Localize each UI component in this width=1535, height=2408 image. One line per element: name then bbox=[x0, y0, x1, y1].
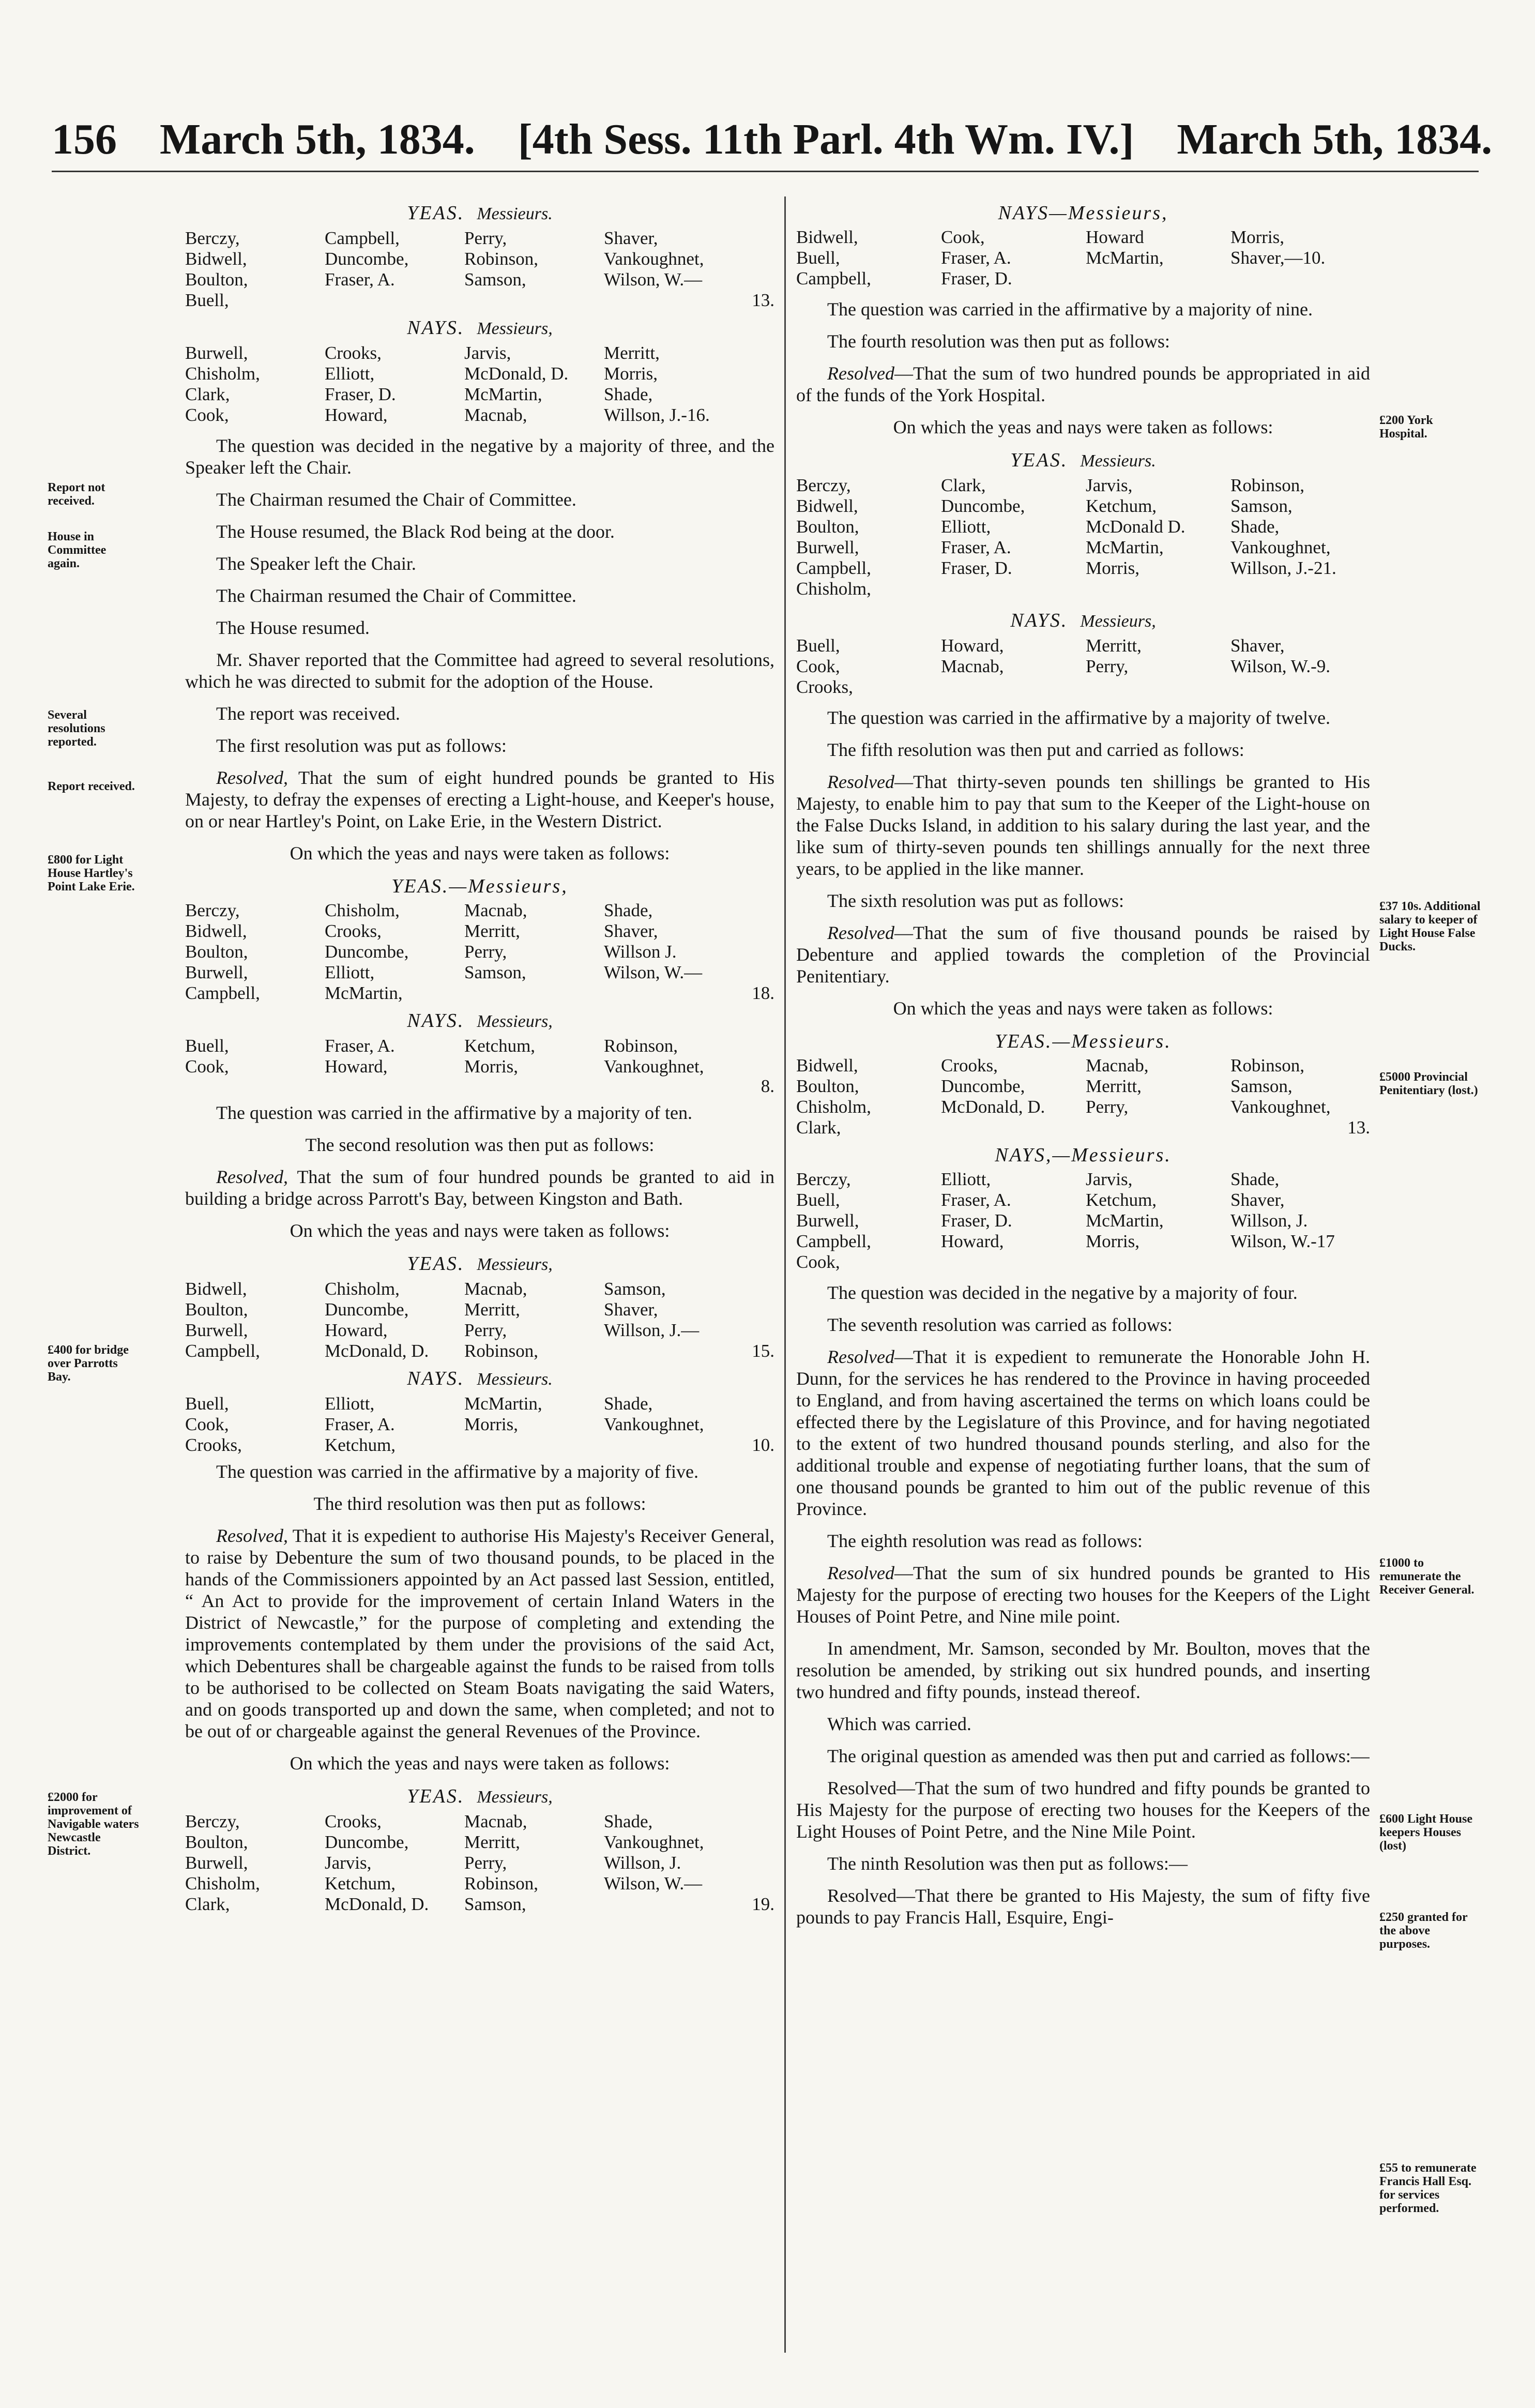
member-name: Morris, bbox=[464, 1056, 519, 1077]
vote-total: 13. bbox=[752, 290, 774, 310]
paragraph: The original question as amended was then put and carried as follows:— bbox=[827, 1746, 1370, 1766]
paragraph: The question was decided in the negative by a majority of four. bbox=[827, 1282, 1298, 1303]
member-name: Robinson, bbox=[464, 1341, 538, 1361]
member-name: Burwell, bbox=[796, 1210, 859, 1231]
name-grid bbox=[796, 1055, 1370, 1138]
paragraph: On which the yeas and nays were taken as follows: bbox=[893, 417, 1273, 437]
member-name: Macnab, bbox=[464, 405, 527, 425]
member-name: Wilson, W.— bbox=[604, 962, 703, 982]
name-grid bbox=[185, 1394, 774, 1456]
name-grid bbox=[796, 635, 1370, 698]
member-name: Robinson, bbox=[1230, 475, 1304, 495]
header-rule bbox=[52, 171, 1479, 172]
member-name: Chisholm, bbox=[185, 1873, 260, 1894]
member-name: Morris, bbox=[464, 1414, 519, 1434]
member-name: Vankoughnet, bbox=[604, 249, 704, 269]
paragraph: The question was decided in the negative by a majority of three, and the Speaker left the Chair. bbox=[185, 435, 774, 478]
member-name: Boulton, bbox=[185, 942, 248, 962]
paragraph: The eighth resolution was read as follows: bbox=[827, 1531, 1143, 1551]
member-name bbox=[941, 677, 1086, 698]
member-name: Cook, bbox=[185, 1056, 229, 1077]
member-name: Morris, bbox=[1230, 227, 1285, 247]
member-name bbox=[1086, 1252, 1230, 1273]
member-name: Boulton, bbox=[796, 1076, 859, 1096]
paragraph: The question was carried in the affirmative by a majority of twelve. bbox=[827, 707, 1331, 728]
paragraph: The question was carried in the affirmative by a majority of ten. bbox=[216, 1102, 693, 1123]
member-name: McMartin, bbox=[464, 384, 542, 404]
member-name: Chisholm, bbox=[325, 1279, 400, 1299]
page-header bbox=[52, 111, 1493, 168]
member-name: Perry, bbox=[464, 1853, 507, 1873]
member-name: Elliott, bbox=[941, 517, 991, 537]
vote-heading: NAYS. Messieurs, bbox=[1010, 610, 1156, 631]
member-name: Clark, bbox=[185, 1894, 230, 1914]
member-name: Fraser, A. bbox=[941, 537, 1011, 557]
member-name: McMartin, bbox=[464, 1394, 542, 1414]
margin-note-granted: £250 granted for the above purposes. bbox=[1379, 1911, 1468, 1951]
member-name: Shaver,—10. bbox=[1230, 248, 1326, 268]
member-name: Howard bbox=[1086, 227, 1144, 247]
name-grid bbox=[185, 1811, 774, 1915]
paragraph: Mr. Shaver reported that the Committee had agreed to several resolutions, which he was directed to submit for the adoption of the House. bbox=[185, 649, 774, 692]
member-name: Duncombe, bbox=[325, 1299, 409, 1320]
member-name: Campbell, bbox=[185, 983, 260, 1003]
member-name: Burwell, bbox=[185, 343, 248, 363]
member-name bbox=[1230, 677, 1370, 698]
name-grid bbox=[796, 1169, 1370, 1273]
member-name: Clark, bbox=[796, 1117, 841, 1138]
paragraph: In amendment, Mr. Samson, seconded by Mr. Boulton, moves that the resolution be amended, by striking out six hundred pounds, and inserting two hundred and fifty pounds, instead thereof. bbox=[796, 1638, 1370, 1702]
member-name: Vankoughnet, bbox=[604, 1414, 704, 1434]
vote-heading: NAYS. Messieurs, bbox=[407, 317, 553, 339]
member-name: Willson, J.-16. bbox=[604, 405, 710, 425]
member-name: Chisholm, bbox=[185, 364, 260, 384]
member-name: Jarvis, bbox=[325, 1853, 372, 1873]
member-name bbox=[464, 290, 604, 311]
member-name: Merritt, bbox=[464, 921, 520, 941]
member-name: Cook, bbox=[796, 1252, 840, 1272]
vote-heading: YEAS. Messieurs, bbox=[407, 1785, 553, 1807]
member-name: Macnab, bbox=[464, 900, 527, 920]
member-name: Crooks, bbox=[941, 1055, 998, 1076]
member-name: Samson, bbox=[464, 269, 526, 290]
member-name: Ketchum, bbox=[1086, 1190, 1157, 1210]
paragraph: The Chairman resumed the Chair of Committee. bbox=[216, 585, 576, 606]
paragraph: On which the yeas and nays were taken as follows: bbox=[290, 1753, 670, 1774]
resolution: Resolved—That the sum of six hundred pounds be granted to His Majesty for the purpose of erecting two houses for the Keepers of the Light Houses of Point Petre, and Nine mile point. bbox=[796, 1563, 1370, 1627]
member-name: McDonald, D. bbox=[941, 1097, 1045, 1117]
member-name: Vankoughnet, bbox=[604, 1056, 704, 1077]
paragraph: The third resolution was then put as follows: bbox=[313, 1493, 646, 1514]
margin-note-receiver: £1000 to remunerate the Receiver General. bbox=[1379, 1556, 1475, 1597]
member-name: Buell, bbox=[796, 248, 840, 268]
member-name: McMartin, bbox=[1086, 248, 1164, 268]
member-name bbox=[604, 290, 759, 311]
member-name bbox=[1086, 579, 1230, 599]
member-name: Shade, bbox=[604, 900, 653, 920]
margin-note-light-house: £800 for Light House Hartley's Point Lake Erie. bbox=[48, 853, 135, 893]
member-name bbox=[941, 1117, 1086, 1138]
member-name: Boulton, bbox=[185, 1832, 248, 1852]
member-name bbox=[941, 1252, 1086, 1273]
member-name: Robinson, bbox=[464, 1873, 538, 1894]
member-name: McMartin, bbox=[1086, 537, 1164, 557]
member-name: Merritt, bbox=[464, 1832, 520, 1852]
member-name: Merritt, bbox=[464, 1299, 520, 1320]
member-name: Wilson, W.— bbox=[604, 269, 703, 290]
member-name: Ketchum, bbox=[464, 1036, 536, 1056]
vote-total: 8. bbox=[761, 1076, 774, 1096]
member-name: Crooks, bbox=[796, 677, 853, 697]
member-name: Clark, bbox=[941, 475, 986, 495]
paragraph: The House resumed, the Black Rod being at the door. bbox=[216, 521, 615, 542]
member-name: Howard, bbox=[941, 635, 1004, 656]
member-name: Crooks, bbox=[325, 921, 382, 941]
margin-note-hall: £55 to remunerate Francis Hall Esq. for services performed. bbox=[1379, 2161, 1477, 2215]
member-name: Ketchum, bbox=[325, 1435, 396, 1455]
vote-heading: YEAS. Messieurs. bbox=[407, 202, 553, 224]
member-name: Vankoughnet, bbox=[604, 1832, 704, 1852]
member-name: Samson, bbox=[464, 1894, 526, 1914]
member-name: Willson J. bbox=[604, 942, 677, 962]
member-name: Crooks, bbox=[185, 1435, 242, 1455]
margin-note-navigable: £2000 for improvement of Navigable waters Newcastle District. bbox=[48, 1791, 139, 1858]
name-grid bbox=[185, 1279, 774, 1361]
member-name: Macnab, bbox=[1086, 1055, 1149, 1076]
paragraph: The report was received. bbox=[216, 703, 400, 724]
resolution: Resolved—That the sum of five thousand pounds be raised by Debenture and applied towards the completion of the Provincial Penitentiary. bbox=[796, 922, 1370, 987]
resolution: Resolved—That the sum of two hundred and fifty pounds be granted to His Majesty for the purpose of erecting two houses for the Keepers of the Light Houses of Point Petre, and the Nine Mile Point. bbox=[796, 1778, 1370, 1842]
paragraph: On which the yeas and nays were taken as follows: bbox=[290, 1220, 670, 1241]
resolution: Resolved—That there be granted to His Majesty, the sum of fifty five pounds to pay Francis Hall, Esquire, Engi- bbox=[796, 1885, 1370, 1928]
member-name: Chisholm, bbox=[325, 900, 400, 920]
member-name: Perry, bbox=[1086, 656, 1129, 676]
member-name: Elliott, bbox=[941, 1169, 991, 1189]
member-name: Jarvis, bbox=[464, 343, 511, 363]
member-name: Shaver, bbox=[1230, 635, 1285, 656]
vote-heading: NAYS,—Messieurs. bbox=[995, 1144, 1172, 1166]
member-name: Bidwell, bbox=[185, 921, 247, 941]
left-column bbox=[185, 199, 774, 1920]
header-date-left: March 5th, 1834. bbox=[160, 115, 475, 163]
paragraph: The sixth resolution was put as follows: bbox=[827, 890, 1124, 911]
member-name: Duncombe, bbox=[941, 1076, 1025, 1096]
member-name bbox=[1086, 268, 1230, 289]
member-name: Elliott, bbox=[325, 962, 375, 982]
name-grid bbox=[796, 227, 1370, 289]
member-name bbox=[604, 1341, 759, 1361]
name-grid bbox=[185, 1036, 774, 1077]
member-name: Burwell, bbox=[796, 537, 859, 557]
margin-note-report-not: Report not received. bbox=[48, 481, 105, 508]
member-name: Crooks, bbox=[325, 343, 382, 363]
member-name: Burwell, bbox=[185, 1320, 248, 1340]
member-name: Bidwell, bbox=[185, 1279, 247, 1299]
resolution: Resolved, That it is expedient to authorise His Majesty's Receiver General, to raise by Debenture the sum of two thousand pounds, to be placed in the hands of the Commissioners appointed by an Act passed last Session, entitled, “ An Act to provide for the improvement of certain Inland Waters in the District of Newcastle,” for the purpose of completing and extending the improvements contemplated by them under the provisions of the said Act, which Debentures shall be chargeable against the funds to be raised from tolls to be authorised to be collected on Steam Boats navigating the said Waters, and on goods transported up and down the same, when completed; and not to be out of or chargeable against the general Revenues of the Province. bbox=[185, 1525, 774, 1741]
member-name: McDonald D. bbox=[1086, 517, 1186, 537]
member-name: Buell, bbox=[796, 1190, 840, 1210]
member-name: Shaver, bbox=[604, 921, 658, 941]
member-name bbox=[604, 1435, 759, 1456]
member-name: Shaver, bbox=[604, 228, 658, 248]
member-name: Shade, bbox=[604, 1394, 653, 1414]
right-column bbox=[796, 199, 1370, 1938]
vote-heading: YEAS.—Messieurs, bbox=[391, 875, 568, 897]
member-name bbox=[941, 579, 1086, 599]
member-name bbox=[1086, 1117, 1230, 1138]
member-name: Cook, bbox=[796, 656, 840, 676]
member-name: Cook, bbox=[941, 227, 985, 247]
member-name: Fraser, D. bbox=[325, 384, 396, 404]
member-name: Berczy, bbox=[185, 900, 240, 920]
member-name: Buell, bbox=[185, 290, 229, 310]
member-name: Perry, bbox=[464, 228, 507, 248]
member-name: Boulton, bbox=[185, 269, 248, 290]
member-name: Howard, bbox=[325, 1056, 388, 1077]
member-name: Shade, bbox=[604, 1811, 653, 1831]
member-name: Chisholm, bbox=[796, 1097, 871, 1117]
member-name: Fraser, A. bbox=[941, 1190, 1011, 1210]
margin-note-keepers: £600 Light House keepers Houses (lost) bbox=[1379, 1812, 1473, 1853]
margin-note-house-committee: House in Committee again. bbox=[48, 530, 107, 570]
vote-total: 18. bbox=[752, 983, 774, 1003]
vote-total: 10. bbox=[752, 1435, 774, 1455]
member-name: Shade, bbox=[1230, 1169, 1280, 1189]
member-name: Samson, bbox=[1230, 1076, 1293, 1096]
member-name: Wilson, W.-17 bbox=[1230, 1231, 1335, 1251]
member-name: Howard, bbox=[325, 1320, 388, 1340]
paragraph: On which the yeas and nays were taken as follows: bbox=[290, 843, 670, 864]
vote-total: 15. bbox=[752, 1341, 774, 1361]
margin-note-bridge: £400 for bridge over Parrotts Bay. bbox=[48, 1343, 129, 1384]
paragraph: The fifth resolution was then put and carried as follows: bbox=[827, 739, 1244, 760]
member-name: Clark, bbox=[185, 384, 230, 404]
member-name: Willson, J. bbox=[1230, 1210, 1308, 1231]
name-grid bbox=[185, 900, 774, 1004]
member-name: Jarvis, bbox=[1086, 475, 1133, 495]
column-divider bbox=[784, 196, 786, 2353]
member-name: Morris, bbox=[1086, 558, 1140, 578]
member-name bbox=[1230, 1252, 1370, 1273]
member-name: Duncombe, bbox=[325, 249, 409, 269]
page-number: 156 bbox=[52, 115, 117, 163]
paragraph: The first resolution was put as follows: bbox=[216, 735, 507, 756]
member-name: Campbell, bbox=[325, 228, 400, 248]
member-name: Jarvis, bbox=[1086, 1169, 1133, 1189]
member-name: Chisholm, bbox=[796, 579, 871, 599]
header-date-right: March 5th, 1834. bbox=[1177, 115, 1493, 163]
member-name: Berczy, bbox=[185, 1811, 240, 1831]
vote-heading: NAYS—Messieurs, bbox=[998, 202, 1168, 224]
member-name bbox=[1230, 268, 1370, 289]
member-name: Crooks, bbox=[325, 1811, 382, 1831]
paragraph: The ninth Resolution was then put as follows:— bbox=[827, 1853, 1188, 1874]
member-name: McDonald, D. bbox=[325, 1341, 429, 1361]
member-name: Fraser, D. bbox=[941, 558, 1012, 578]
member-name: Duncombe, bbox=[325, 1832, 409, 1852]
member-name: Merritt, bbox=[1086, 635, 1142, 656]
member-name: Buell, bbox=[185, 1036, 229, 1056]
member-name: Cook, bbox=[185, 1414, 229, 1434]
paragraph: On which the yeas and nays were taken as follows: bbox=[893, 998, 1273, 1019]
vote-heading: YEAS. Messieurs, bbox=[407, 1253, 553, 1275]
member-name bbox=[325, 290, 464, 311]
paragraph: The House resumed. bbox=[216, 617, 370, 638]
member-name bbox=[1230, 579, 1370, 599]
member-name: Willson, J. bbox=[604, 1853, 681, 1873]
name-grid bbox=[185, 228, 774, 311]
paragraph: The Chairman resumed the Chair of Committee. bbox=[216, 489, 576, 510]
margin-note-false-ducks: £37 10s. Additional salary to keeper of Light House False Ducks. bbox=[1379, 900, 1481, 953]
member-name: Howard, bbox=[325, 405, 388, 425]
member-name bbox=[604, 1894, 759, 1915]
member-name: Berczy, bbox=[796, 1169, 851, 1189]
margin-note-penitentiary: £5000 Provincial Penitentiary (lost.) bbox=[1379, 1070, 1478, 1097]
member-name: Perry, bbox=[464, 1320, 507, 1340]
member-name: Burwell, bbox=[185, 962, 248, 982]
member-name: McDonald, D. bbox=[325, 1894, 429, 1914]
member-name: Shade, bbox=[1230, 517, 1280, 537]
vote-heading: NAYS. Messieurs. bbox=[407, 1368, 553, 1389]
member-name: Duncombe, bbox=[941, 496, 1025, 516]
member-name: Fraser, A. bbox=[325, 1414, 395, 1434]
member-name: Wilson, W.-9. bbox=[1230, 656, 1331, 676]
member-name: Shade, bbox=[604, 384, 653, 404]
member-name: Burwell, bbox=[185, 1853, 248, 1873]
member-name: Fraser, D. bbox=[941, 268, 1012, 289]
member-name: McMartin, bbox=[1086, 1210, 1164, 1231]
member-name: Berczy, bbox=[796, 475, 851, 495]
vote-heading: YEAS.—Messieurs. bbox=[995, 1031, 1172, 1052]
member-name: Buell, bbox=[796, 635, 840, 656]
member-name: Samson, bbox=[1230, 496, 1293, 516]
margin-note-several: Several resolutions reported. bbox=[48, 708, 105, 749]
member-name: Duncombe, bbox=[325, 942, 409, 962]
member-name: Howard, bbox=[941, 1231, 1004, 1251]
resolution: Resolved—That the sum of two hundred pounds be appropriated in aid of the funds of the York Hospital. bbox=[796, 363, 1370, 405]
paragraph: The seventh resolution was carried as follows: bbox=[827, 1314, 1173, 1335]
member-name: Robinson, bbox=[1230, 1055, 1304, 1076]
member-name: Berczy, bbox=[185, 228, 240, 248]
member-name: Merritt, bbox=[1086, 1076, 1142, 1096]
member-name: Ketchum, bbox=[325, 1873, 396, 1894]
member-name: Morris, bbox=[604, 364, 658, 384]
member-name: Robinson, bbox=[464, 249, 538, 269]
member-name: Fraser, A. bbox=[941, 248, 1011, 268]
member-name: Buell, bbox=[185, 1394, 229, 1414]
member-name: Bidwell, bbox=[796, 227, 858, 247]
member-name: Fraser, A. bbox=[325, 1036, 395, 1056]
member-name bbox=[604, 983, 759, 1004]
member-name: Shaver, bbox=[1230, 1190, 1285, 1210]
paragraph: The question was carried in the affirmative by a majority of five. bbox=[216, 1461, 699, 1482]
member-name: McDonald, D. bbox=[464, 364, 569, 384]
member-name bbox=[1086, 677, 1230, 698]
margin-note-york: £200 York Hospital. bbox=[1379, 414, 1433, 441]
paragraph: The Speaker left the Chair. bbox=[216, 553, 416, 574]
member-name: Bidwell, bbox=[185, 249, 247, 269]
resolution: Resolved, That the sum of eight hundred pounds be granted to His Majesty, to defray the expenses of erecting a Light-house, and Keeper's house, on or near Hartley's Point, on Lake Erie, in the Western District. bbox=[185, 767, 774, 831]
member-name: Campbell, bbox=[185, 1341, 260, 1361]
member-name: Samson, bbox=[464, 962, 526, 982]
vote-total: 19. bbox=[752, 1894, 774, 1914]
member-name: Campbell, bbox=[796, 1231, 871, 1251]
member-name: Elliott, bbox=[325, 1394, 375, 1414]
member-name: Bidwell, bbox=[796, 496, 858, 516]
member-name: Fraser, D. bbox=[941, 1210, 1012, 1231]
member-name: Campbell, bbox=[796, 268, 871, 289]
member-name: Vankoughnet, bbox=[1230, 537, 1331, 557]
header-session: [4th Sess. 11th Parl. 4th Wm. IV.] bbox=[518, 115, 1134, 163]
member-name bbox=[464, 1435, 604, 1456]
paragraph: The question was carried in the affirmative by a majority of nine. bbox=[827, 299, 1313, 320]
member-name: Cook, bbox=[185, 405, 229, 425]
member-name: Robinson, bbox=[604, 1036, 678, 1056]
member-name: Willson, J.-21. bbox=[1230, 558, 1336, 578]
member-name: Merritt, bbox=[604, 343, 660, 363]
member-name: Perry, bbox=[464, 942, 507, 962]
paragraph: Which was carried. bbox=[827, 1714, 971, 1734]
member-name: Boulton, bbox=[185, 1299, 248, 1320]
member-name: Perry, bbox=[1086, 1097, 1129, 1117]
member-name bbox=[464, 983, 604, 1004]
member-name: Willson, J.— bbox=[604, 1320, 700, 1340]
member-name: Vankoughnet, bbox=[1230, 1097, 1331, 1117]
member-name: Fraser, A. bbox=[325, 269, 395, 290]
member-name: Elliott, bbox=[325, 364, 375, 384]
member-name: Samson, bbox=[604, 1279, 666, 1299]
margin-note-report-received: Report received. bbox=[48, 780, 135, 793]
vote-heading: YEAS. Messieurs. bbox=[1010, 449, 1156, 471]
member-name: Ketchum, bbox=[1086, 496, 1157, 516]
member-name: Boulton, bbox=[796, 517, 859, 537]
member-name: Morris, bbox=[1086, 1231, 1140, 1251]
vote-total: 13. bbox=[1347, 1117, 1370, 1138]
member-name: Campbell, bbox=[796, 558, 871, 578]
member-name: Macnab, bbox=[464, 1279, 527, 1299]
paragraph: The second resolution was then put as follows: bbox=[305, 1134, 655, 1155]
resolution: Resolved—That thirty-seven pounds ten shillings be granted to His Majesty, to enable him to pay that sum to the Keeper of the Light-house on the False Ducks Island, in addition to his salary during the last year, and the like sum of thirty-seven pounds ten shillings annually for the next three years, to be applied in the like manner. bbox=[796, 771, 1370, 879]
name-grid bbox=[185, 343, 774, 426]
member-name: Shaver, bbox=[604, 1299, 658, 1320]
resolution: Resolved—That it is expedient to remunerate the Honorable John H. Dunn, for the services he has rendered to the Province in having proceeded to England, and from having ascertained the terms on which loans could be effected there by the Legislature of this Province, and for having negotiated to the extent of two hundred thousand pounds sterling, and also for the additional trouble and expense of negotiating further loans, that the sum of one thousand pounds be granted to him out of the public revenue of this Province. bbox=[796, 1346, 1370, 1519]
paragraph: The fourth resolution was then put as follows: bbox=[827, 331, 1170, 352]
member-name: Macnab, bbox=[464, 1811, 527, 1831]
member-name: Wilson, W.— bbox=[604, 1873, 703, 1894]
name-grid bbox=[796, 475, 1370, 599]
member-name: Macnab, bbox=[941, 656, 1004, 676]
member-name: McMartin, bbox=[325, 983, 403, 1003]
vote-heading: NAYS. Messieurs, bbox=[407, 1010, 553, 1032]
member-name: Bidwell, bbox=[796, 1055, 858, 1076]
resolution: Resolved, That the sum of four hundred pounds be granted to aid in building a bridge across Parrott's Bay, between Kingston and Bath. bbox=[185, 1167, 774, 1209]
